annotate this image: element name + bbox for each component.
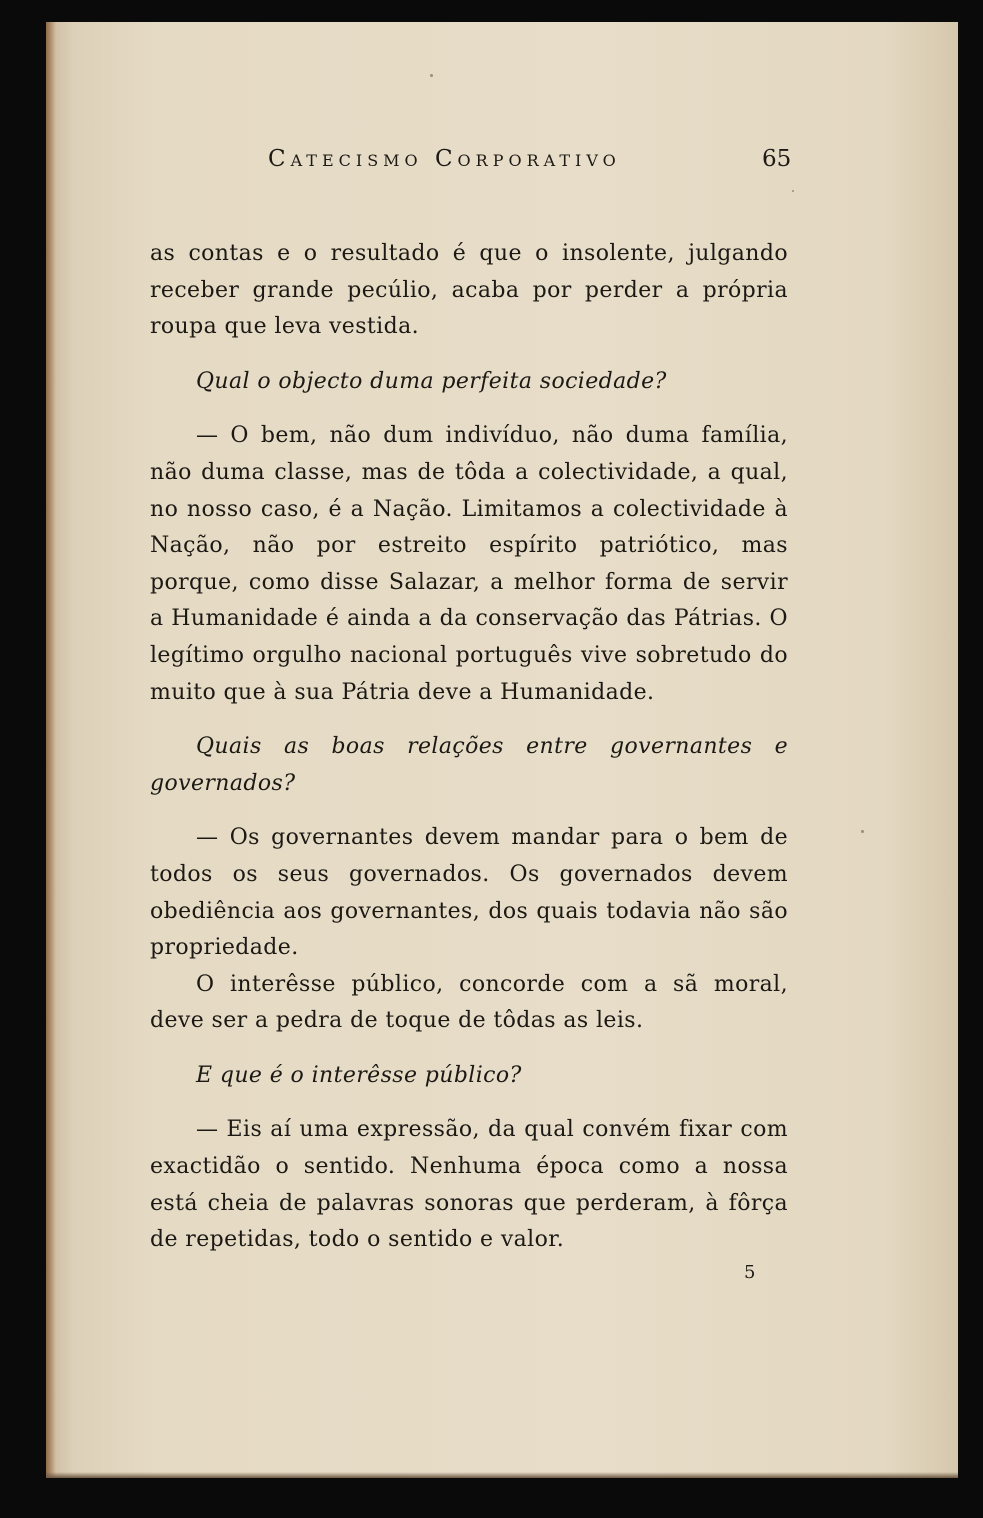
answer: — O bem, não dum indivíduo, não duma família, não duma classe, mas de tôda a colectividade, a qual, no nosso caso, é a Nação. Limitamos a colectividade à Nação, não por estreito espírito patriótico, mas porque, como disse Salazar, a melhor forma de servir a Humanidade é ainda a da conservação das Pátrias. O legítimo orgulho nacional português vive sobretudo do muito que à sua Pátria deve a Humanidade. bbox=[150, 423, 788, 705]
book-page bbox=[46, 22, 958, 1478]
answer: — Eis aí uma expressão, da qual convém fixar com exactidão o sentido. Nenhuma época como a nossa está cheia de palavras sonoras que perderam, à fôrça de repetidas, todo o sentido e valor. bbox=[150, 1117, 788, 1253]
paragraph: as contas e o resultado é que o insolente, julgando receber grande pecúlio, acaba por perder a própria roupa que leva vestida. bbox=[150, 241, 788, 340]
question: Quais as boas relações entre governantes e governados? bbox=[150, 734, 788, 796]
page-number: 65 bbox=[762, 146, 792, 172]
question: Qual o objecto duma perfeita sociedade? bbox=[196, 368, 667, 394]
question: E que é o interêsse público? bbox=[196, 1062, 522, 1088]
answer: — Os governantes devem mandar para o bem de todos os seus governados. Os governados devem obediência aos governantes, dos quais todavia não são propriedade. bbox=[150, 825, 788, 961]
paper-speck bbox=[430, 74, 433, 77]
body-text bbox=[150, 236, 788, 1259]
paper-speck bbox=[861, 830, 864, 833]
answer-continuation: O interêsse público, concorde com a sã moral, deve ser a pedra de toque de tôdas as leis. bbox=[150, 971, 788, 1034]
running-title: Catecismo Corporativo bbox=[268, 146, 621, 172]
page-edge bbox=[46, 22, 56, 1478]
page-edge-bottom bbox=[46, 1472, 958, 1478]
running-header bbox=[46, 146, 958, 186]
paper-speck bbox=[792, 190, 794, 192]
signature-mark: 5 bbox=[744, 1262, 756, 1283]
